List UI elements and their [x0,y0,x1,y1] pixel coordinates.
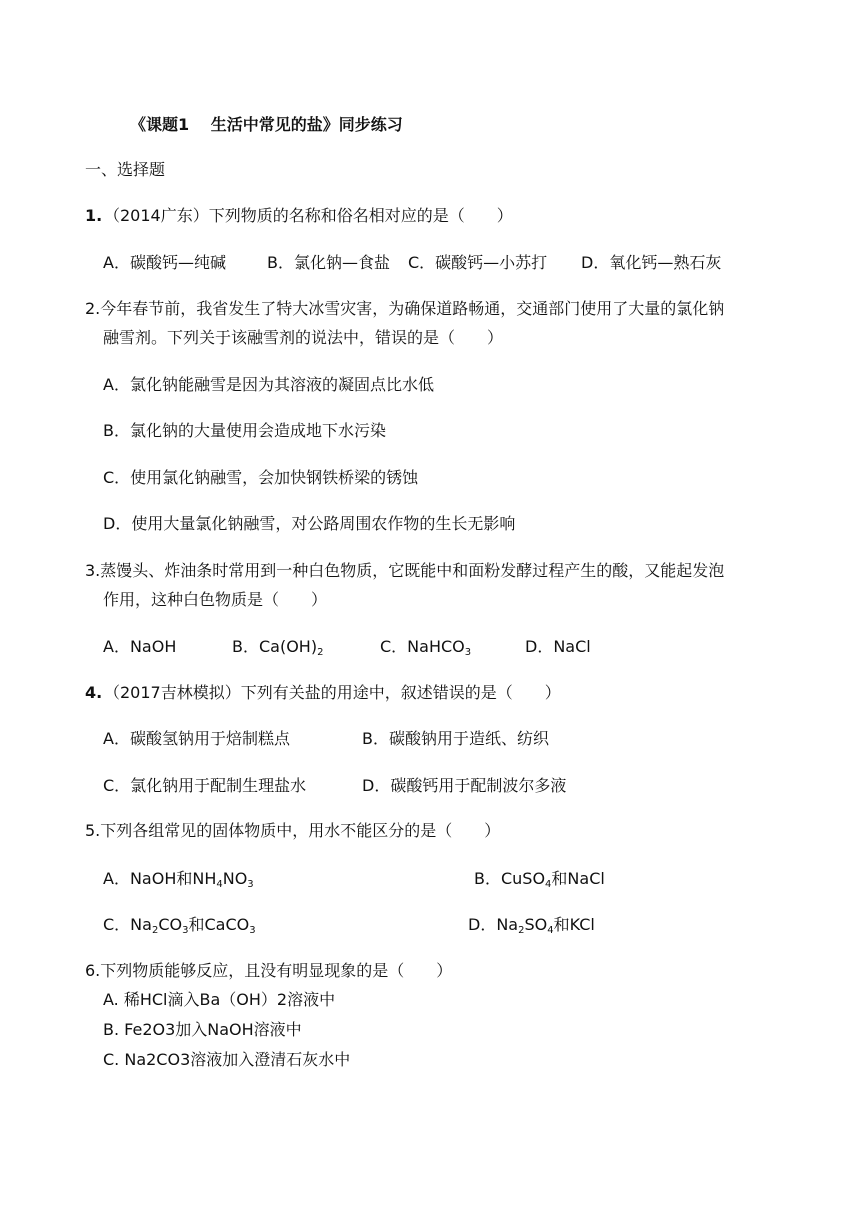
q2-option-b: B．氯化钠的大量使用会造成地下水污染 [103,421,386,440]
page-title: 《课题1 生活中常见的盐》同步练习 [130,115,403,134]
q3-option-b: B．$Ca(OH)_2$ [232,637,324,658]
q5-option-b: B．CuSO$_4$和NaCl [474,869,605,890]
q3-option-d: D．NaCl [525,637,591,656]
q6-option-c: C. Na2CO3溶液加入澄清石灰水中 [103,1050,351,1069]
question-1-stem: （2014广东）下列物质的名称和俗名相对应的是（ ） [104,206,513,225]
question-6-stem: 6.下列物质能够反应，且没有明显现象的是（ ） [85,961,453,980]
q1-option-a: A．碳酸钙—纯碱 [103,253,226,272]
q3-option-a: A．NaOH [103,637,177,656]
question-3-stem-line2: 作用，这种白色物质是（ ） [103,590,328,609]
question-1-number: 1. [85,206,103,225]
question-4-stem: （2017吉林模拟）下列有关盐的用途中，叙述错误的是（ ） [104,683,561,702]
q4-option-d: D．碳酸钙用于配制波尔多液 [362,776,567,795]
q1-option-d: D．氧化钙—熟石灰 [581,253,722,272]
q4-option-c: C．氯化钠用于配制生理盐水 [103,776,307,795]
q3-option-c: C．NaHCO$_3$ [380,637,472,658]
q5-option-a: A．NaOH和$NH_4NO_3$ [103,869,254,890]
q4-option-b: B．碳酸钠用于造纸、纺织 [362,729,549,748]
q2-option-a: A．氯化钠能融雪是因为其溶液的凝固点比水低 [103,375,434,394]
section-heading: 一、选择题 [85,160,166,179]
question-2-stem-line1: 2.今年春节前，我省发生了特大冰雪灾害，为确保道路畅通，交通部门使用了大量的氯化钠 [85,299,725,318]
q1-option-b: B．氯化钠—食盐 [267,253,390,272]
q6-option-b: B. Fe2O3加入NaOH溶液中 [103,1020,302,1039]
q6-option-a: A. 稀HCl滴入Ba（OH）2溶液中 [103,990,336,1009]
q5-option-d: D．$Na_2SO_4$和KCl [468,915,595,936]
q2-option-d: D．使用大量氯化钠融雪，对公路周围农作物的生长无影响 [103,514,516,533]
q2-option-c: C．使用氯化钠融雪，会加快钢铁桥梁的锈蚀 [103,468,419,487]
q5-option-c: C．$Na_2CO_3$和CaCO$_3$ [103,915,256,936]
q1-option-c: C．碳酸钙—小苏打 [408,253,548,272]
question-5-stem: 5.下列各组常见的固体物质中，用水不能区分的是（ ） [85,821,501,840]
q4-option-a: A．碳酸氢钠用于焙制糕点 [103,729,290,748]
question-3-stem-line1: 3.蒸馒头、炸油条时常用到一种白色物质，它既能中和面粉发酵过程产生的酸，又能起发泡 [85,561,725,580]
question-2-stem-line2: 融雪剂。下列关于该融雪剂的说法中，错误的是（ ） [103,328,504,347]
question-4-number: 4. [85,683,103,702]
